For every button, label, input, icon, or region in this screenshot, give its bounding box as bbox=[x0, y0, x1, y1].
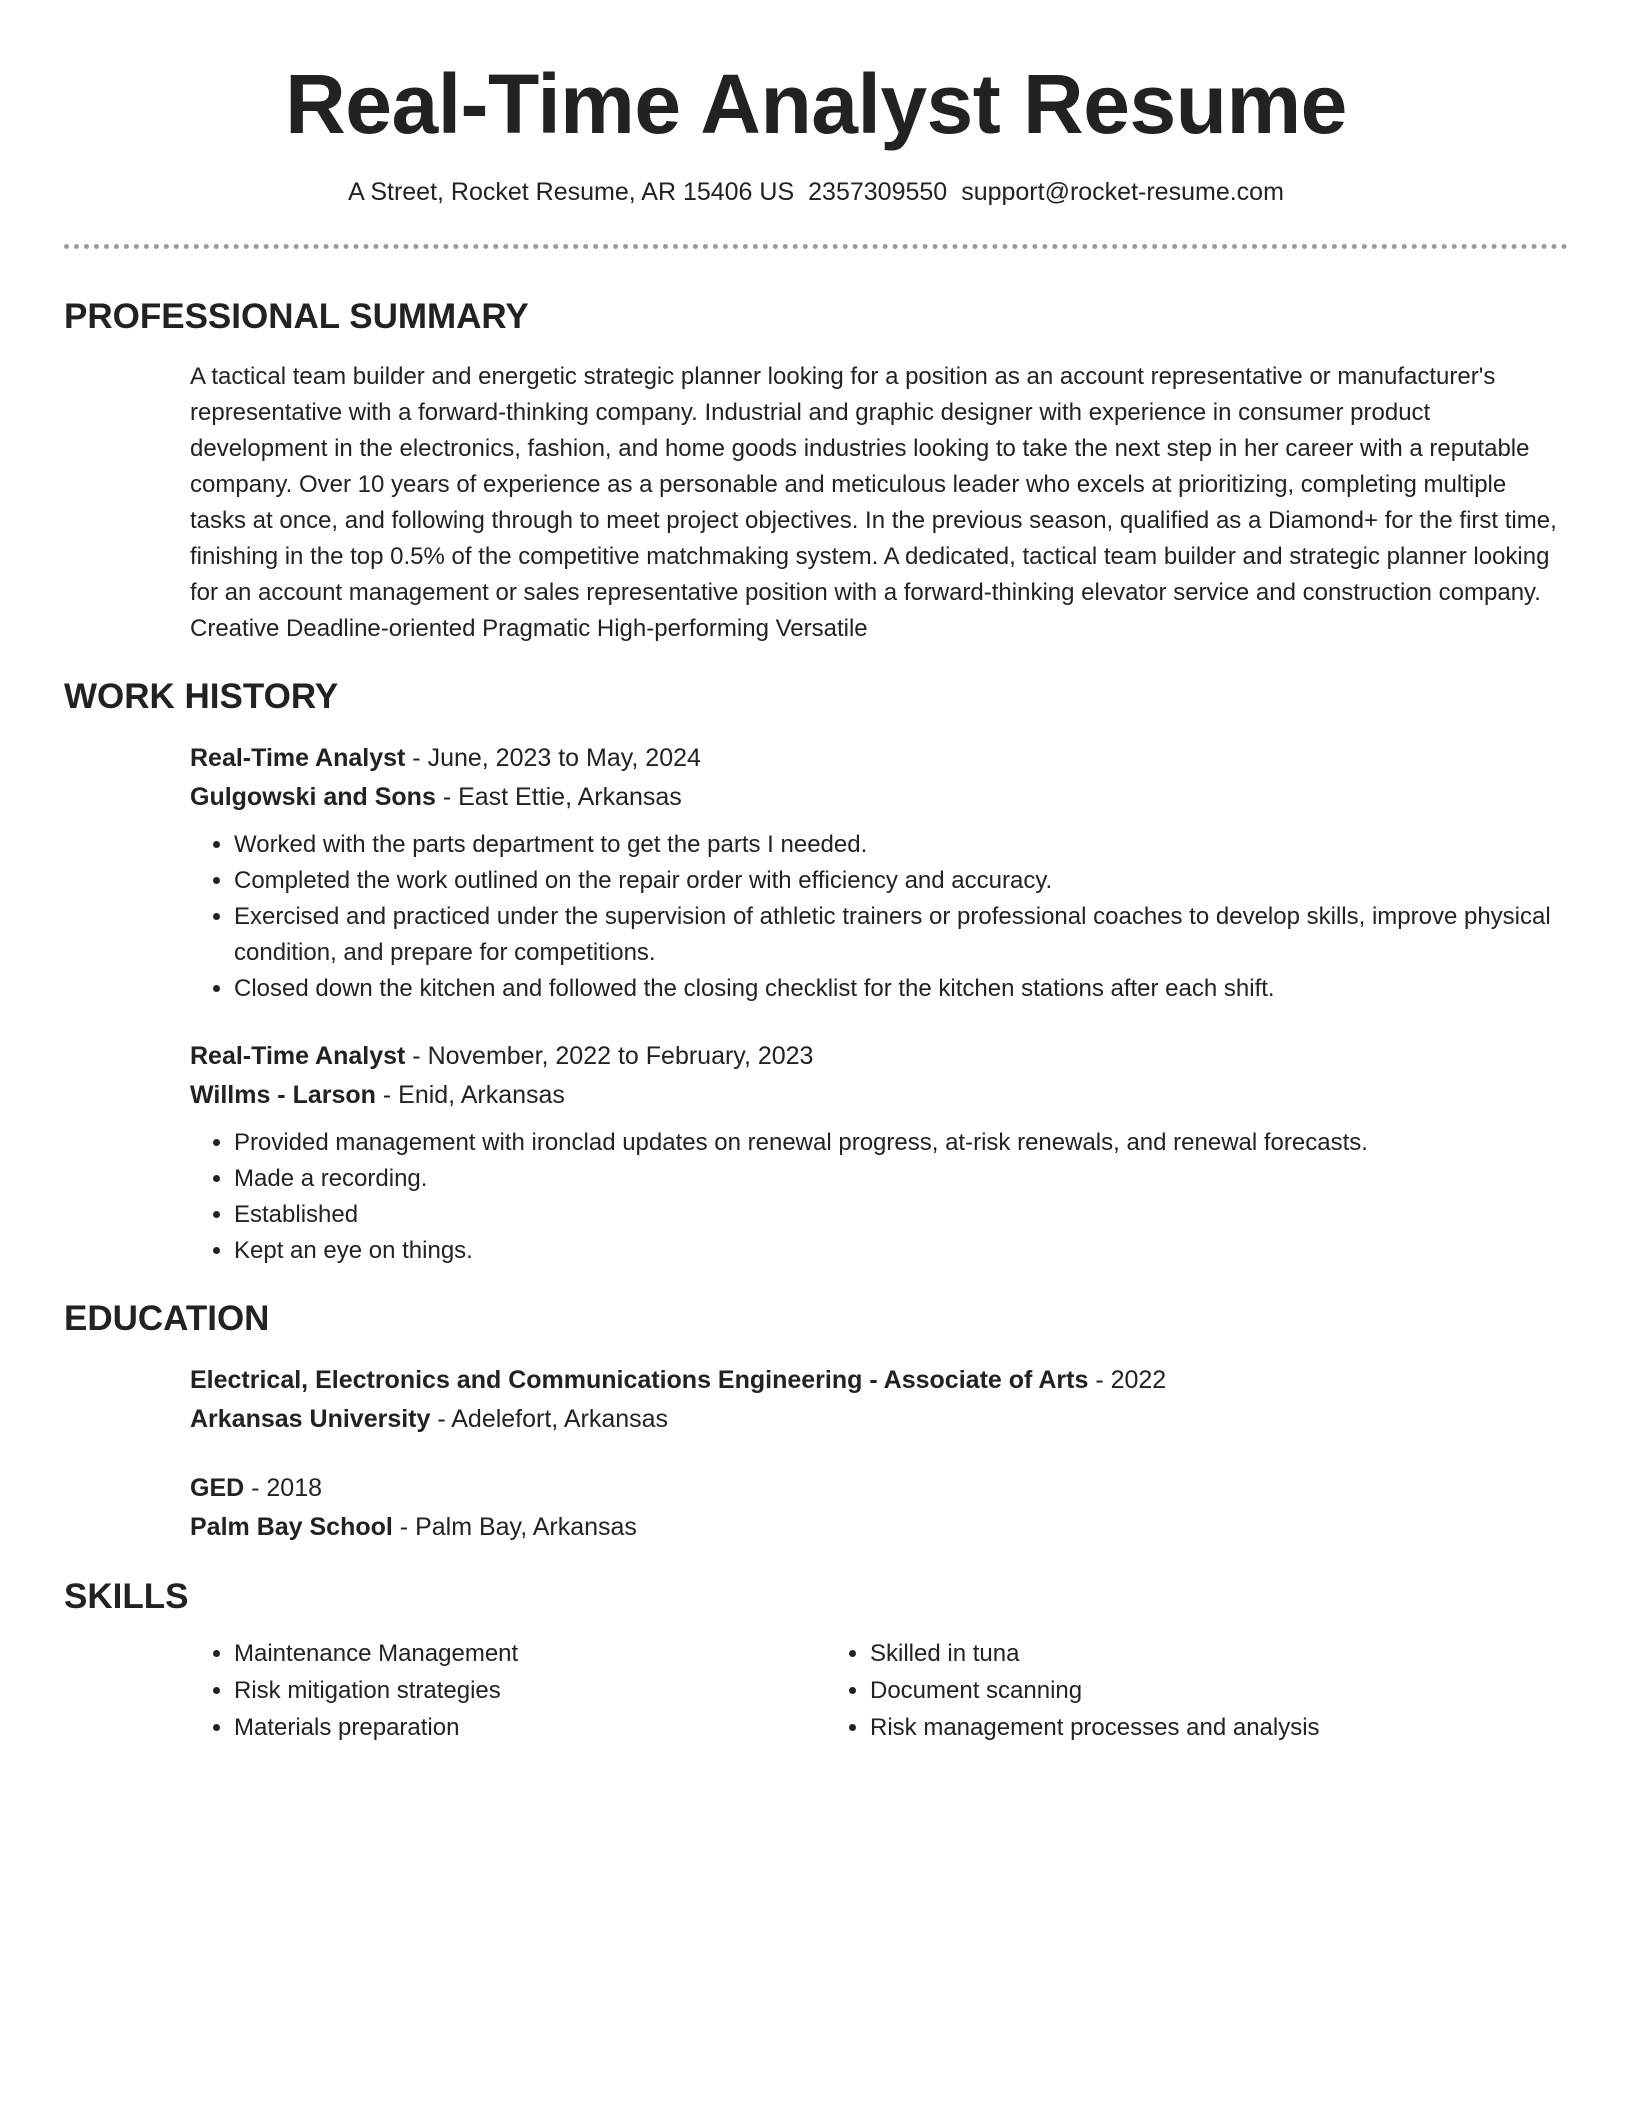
job-role: Real-Time Analyst bbox=[190, 744, 406, 772]
job-location: - Enid, Arkansas bbox=[375, 1081, 565, 1109]
skill-item: • Risk mitigation strategies bbox=[234, 1672, 826, 1709]
contact-email: support@rocket-resume.com bbox=[961, 178, 1284, 206]
job-role-line bbox=[190, 739, 1568, 778]
job-company-line bbox=[190, 1076, 1568, 1115]
education-degree: Electrical, Electronics and Communications Engineering - Associate of Arts bbox=[190, 1366, 1089, 1394]
job-bullets bbox=[190, 1125, 1568, 1269]
education-school-line bbox=[190, 1400, 1568, 1439]
job-company: Willms - Larson bbox=[190, 1081, 376, 1109]
job-company: Gulgowski and Sons bbox=[190, 783, 436, 811]
job-company-line bbox=[190, 778, 1568, 817]
education-year: - 2018 bbox=[244, 1474, 323, 1502]
job-bullet: • Kept an eye on things. bbox=[234, 1233, 1568, 1269]
section-title-summary: PROFESSIONAL SUMMARY bbox=[64, 297, 529, 336]
education-degree-line bbox=[190, 1469, 1568, 1508]
job-bullet: • Exercised and practiced under the supervision of athletic trainers or professional coaches to develop skills, improve physical condition, and prepare for competitions. bbox=[234, 899, 1568, 971]
skills-column-right bbox=[826, 1635, 1462, 1746]
education-degree-line bbox=[190, 1361, 1568, 1400]
education-location: - Palm Bay, Arkansas bbox=[392, 1513, 637, 1541]
education-entry bbox=[190, 1469, 1568, 1547]
job-bullet: • Made a recording. bbox=[234, 1161, 1568, 1197]
job-dates: - June, 2023 to May, 2024 bbox=[405, 744, 701, 772]
skill-item: • Risk management processes and analysis bbox=[870, 1709, 1462, 1746]
section-title-education: EDUCATION bbox=[64, 1299, 270, 1338]
job-entry bbox=[190, 739, 1568, 1007]
section-title-work-history: WORK HISTORY bbox=[64, 677, 339, 716]
skills-column-left bbox=[190, 1635, 826, 1746]
header-divider bbox=[64, 244, 1568, 249]
job-bullet: • Completed the work outlined on the repair order with efficiency and accuracy. bbox=[234, 863, 1568, 899]
job-bullet: • Worked with the parts department to get the parts I needed. bbox=[234, 827, 1568, 863]
education-school-line bbox=[190, 1508, 1568, 1547]
job-bullet: • Closed down the kitchen and followed the closing checklist for the kitchen stations after each shift. bbox=[234, 971, 1568, 1007]
job-dates: - November, 2022 to February, 2023 bbox=[405, 1042, 814, 1070]
skill-item: • Document scanning bbox=[870, 1672, 1462, 1709]
summary-text: A tactical team builder and energetic strategic planner looking for a position as an account representative or manufacturer's representative with a forward-thinking company. Industrial and graphic designer with experience in consumer product development in the electronics, fashion, and home goods industries looking to take the next step in her career with a reputable company. Over 10 years of experience as a personable and meticulous leader who excels at prioritizing, completing multiple tasks at once, and following through to meet project objectives. In the previous season, qualified as a Diamond+ for the first time, finishing in the top 0.5% of the competitive matchmaking system. A dedicated, tactical team builder and strategic planner looking for an account management or sales representative position with a forward-thinking elevator service and construction company. Creative Deadline-oriented Pragmatic High-performing Versatile bbox=[190, 363, 1557, 642]
job-bullets bbox=[190, 827, 1568, 1007]
section-title-skills: SKILLS bbox=[64, 1577, 189, 1616]
skill-item: • Materials preparation bbox=[234, 1709, 826, 1746]
contact-line bbox=[64, 176, 1568, 208]
education-location: - Adelefort, Arkansas bbox=[430, 1405, 669, 1433]
job-role-line bbox=[190, 1037, 1568, 1076]
skills-grid bbox=[190, 1635, 1568, 1746]
contact-phone: 2357309550 bbox=[808, 178, 948, 206]
education-entry bbox=[190, 1361, 1568, 1439]
job-location: - East Ettie, Arkansas bbox=[435, 783, 682, 811]
education-school: Arkansas University bbox=[190, 1405, 431, 1433]
contact-address: A Street, Rocket Resume, AR 15406 US bbox=[348, 178, 795, 206]
job-entry bbox=[190, 1037, 1568, 1269]
job-bullet: • Provided management with ironclad updates on renewal progress, at-risk renewals, and renewal forecasts. bbox=[234, 1125, 1568, 1161]
resume-title: Real-Time Analyst Resume bbox=[285, 57, 1347, 151]
job-bullet: • Established bbox=[234, 1197, 1568, 1233]
education-degree: GED bbox=[190, 1474, 245, 1502]
education-school: Palm Bay School bbox=[190, 1513, 393, 1541]
education-year: - 2022 bbox=[1088, 1366, 1167, 1394]
job-role: Real-Time Analyst bbox=[190, 1042, 406, 1070]
skill-item: • Skilled in tuna bbox=[870, 1635, 1462, 1672]
skill-item: • Maintenance Management bbox=[234, 1635, 826, 1672]
